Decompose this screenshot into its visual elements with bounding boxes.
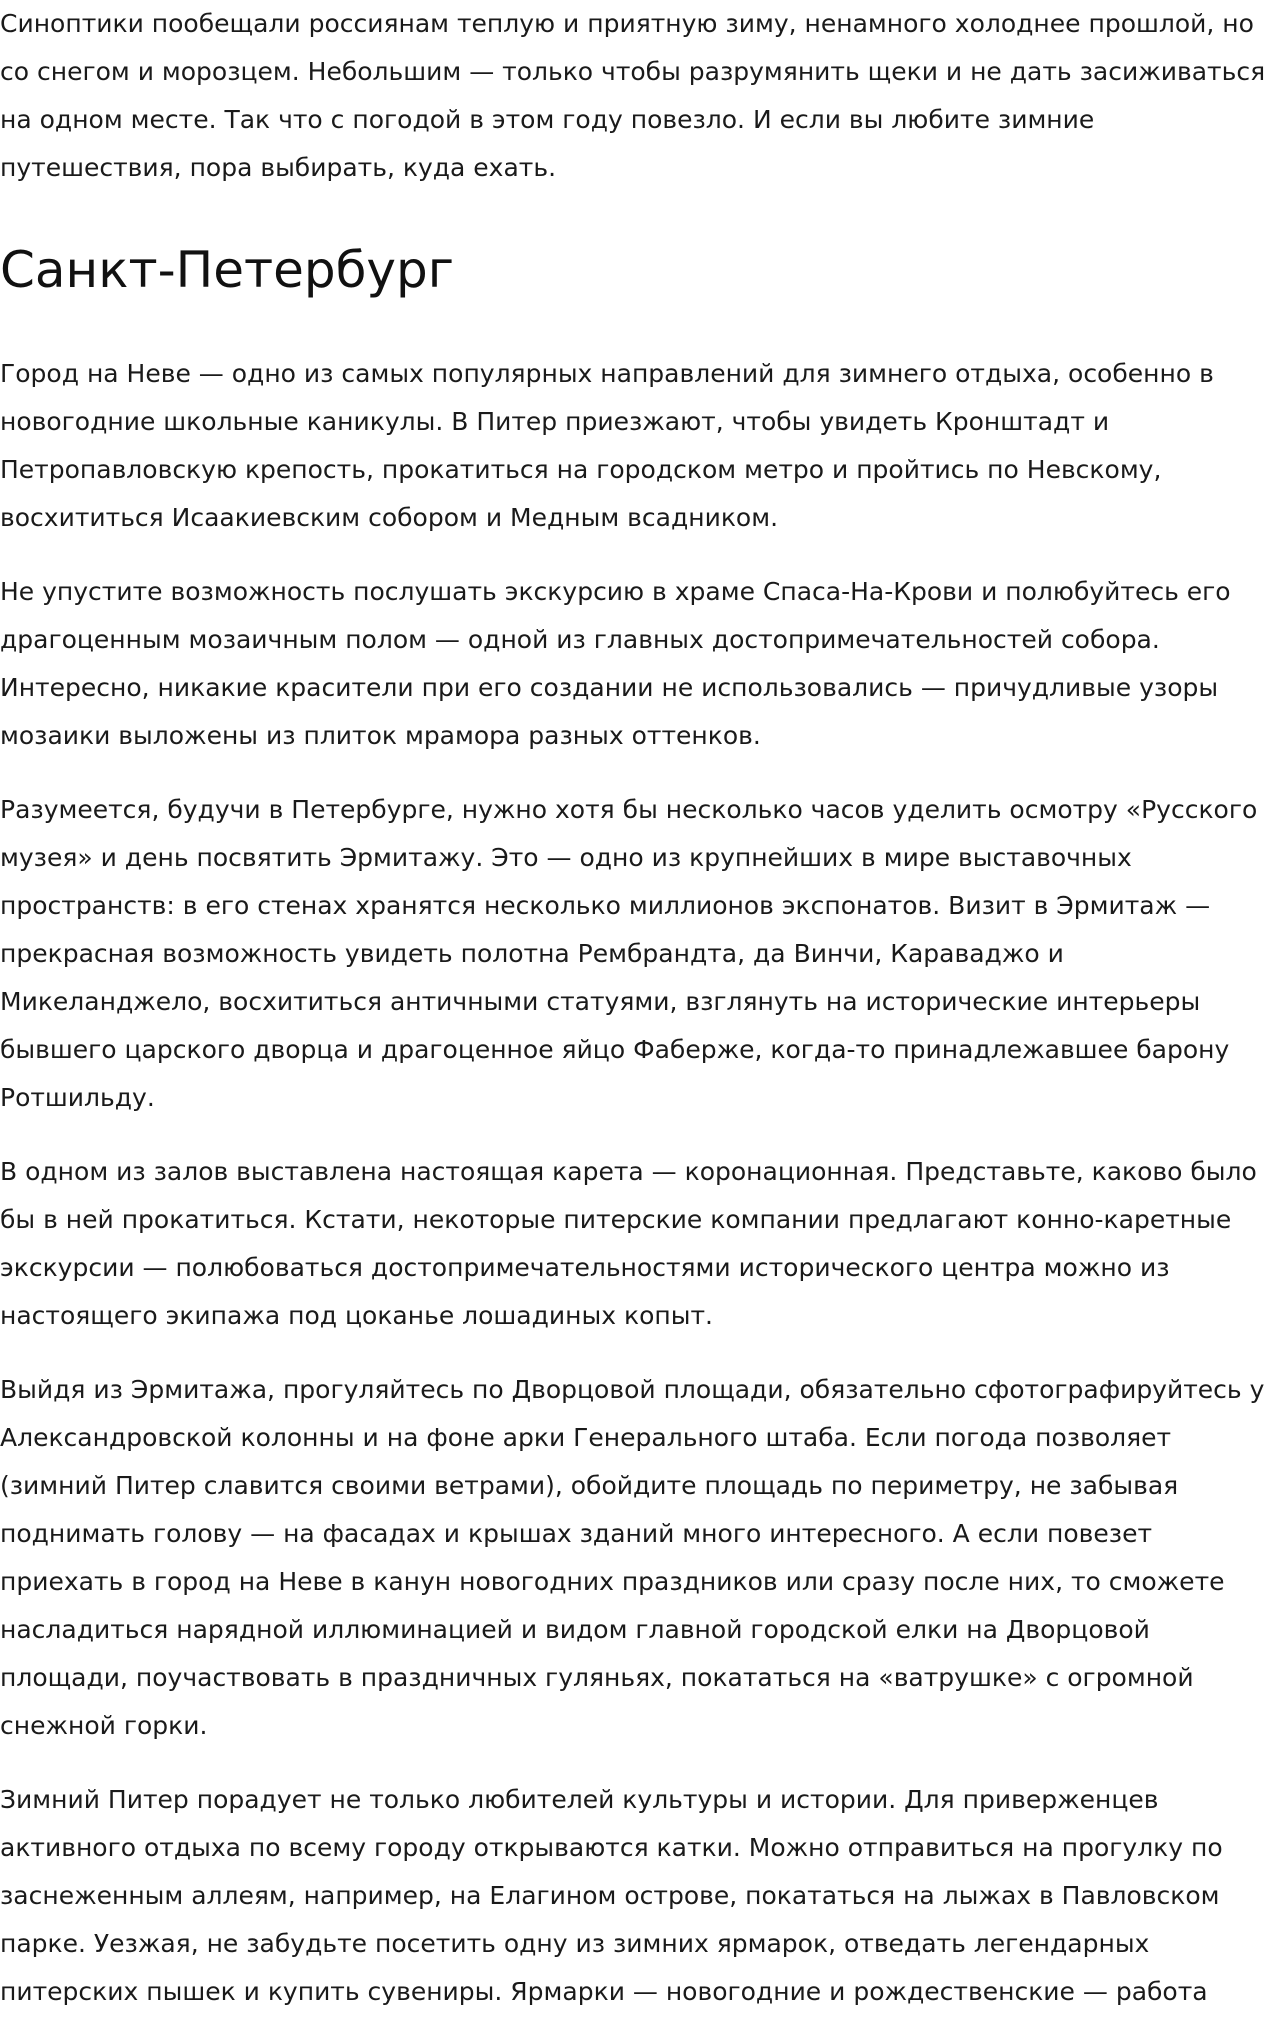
paragraph-5: Выйдя из Эрмитажа, прогуляйтесь по Дворцовой площади, обязательно сфотографируйтесь у Александровской колонны и на фоне арки Генерального штаба. Если погода позволяет (зимний Питер славится своими ветрами), обойдите площадь по периметру, не забывая поднимать голову — на фасадах и крышах зданий много интересного. А если повезет приехать в город на Неве в канун новогодних праздников или сразу после них, то сможете насладиться нарядной иллюминацией и видом главной городской елки на Дворцовой площади, поучаствовать в праздничных гуляньях, покататься на «ватрушке» с огромной снежной горки.: [0, 1375, 1265, 1740]
paragraph-6: Зимний Питер порадует не только любителей культуры и истории. Для приверженцев активного отдыха по всему городу открываются катки. Можно отправиться на прогулку по заснеженным аллеям, например, на Елагином острове, покататься на лыжах в Павловском парке. Уезжая, не забудьте посетить одну из зимних ярмарок, отведать легендарных питерских пышек и купить сувениры. Ярмарки — новогодние и рождественские — работа: [0, 1785, 1223, 2006]
section-title: Санкт-Петербург: [0, 241, 455, 299]
paragraph-4: В одном из залов выставлена настоящая карета — коронационная. Представьте, каково было бы в ней прокатиться. Кстати, некоторые питерские компании предлагают конно-каретные экскурсии — полюбоваться достопримечательностями исторического центра можно из настоящего экипажа под цоканье лошадиных копыт.: [0, 1157, 1257, 1330]
paragraph-2: Не упустите возможность послушать экскурсию в храме Спаса-На-Крови и полюбуйтесь его драгоценным мозаичным полом — одной из главных достопримечательностей собора. Интересно, никакие красители при его создании не использовались — причудливые узоры мозаики выложены из плиток мрамора разных оттенков.: [0, 577, 1231, 750]
paragraph-3: Разумеется, будучи в Петербурге, нужно хотя бы несколько часов уделить осмотру «Русского музея» и день посвятить Эрмитажу. Это — одно из крупнейших в мире выставочных пространств: в его стенах хранятся несколько миллионов экспонатов. Визит в Эрмитаж — прекрасная возможность увидеть полотна Рембрандта, да Винчи, Караваджо и Микеланджело, восхититься античными статуями, взглянуть на исторические интерьеры бывшего царского дворца и драгоценное яйцо Фаберже, когда-то принадлежавшее барону Ротшильду.: [0, 795, 1258, 1112]
intro-paragraph: Синоптики пообещали россиянам теплую и приятную зиму, ненамного холоднее прошлой, но со снегом и морозцем. Небольшим — только чтобы разрумянить щеки и не дать засиживаться на одном месте. Так что с погодой в этом году повезло. И если вы любите зимние путешествия, пора выбирать, куда ехать.: [0, 9, 1266, 182]
paragraph-1: Город на Неве — одно из самых популярных направлений для зимнего отдыха, особенно в новогодние школьные каникулы. В Питер приезжают, чтобы увидеть Кронштадт и Петропавловскую крепость, прокатиться на городском метро и пройтись по Невскому, восхититься Исаакиевским собором и Медным всадником.: [0, 359, 1214, 532]
